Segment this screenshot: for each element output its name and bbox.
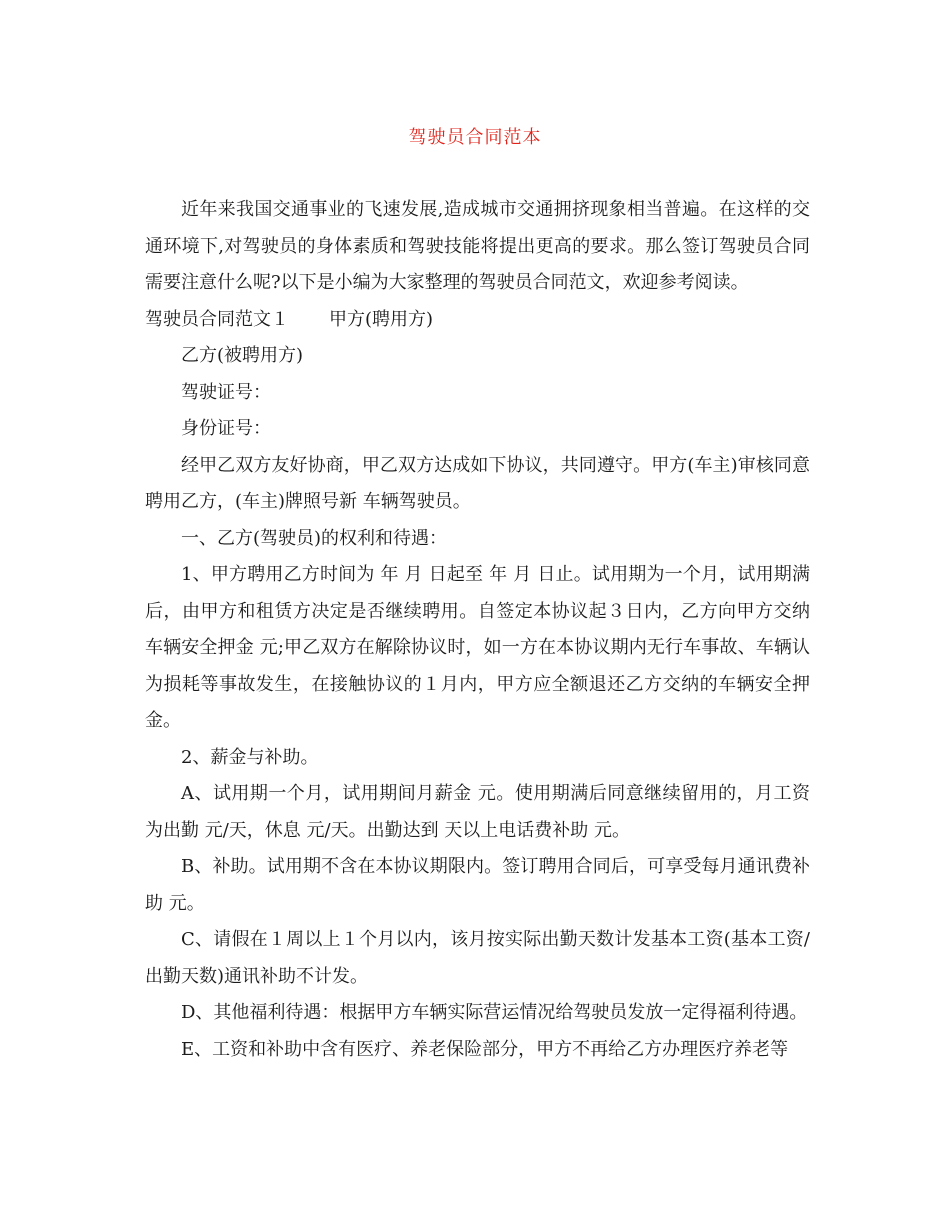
sample-heading-line	[145, 302, 810, 339]
clause-b-paragraph: B、补助。试用期不含在本协议期限内。签订聘用合同后，可享受每月通讯费补助 元。	[145, 856, 810, 914]
sample-label: 驾驶员合同范文１	[145, 308, 289, 330]
clause-1-paragraph: 1、甲方聘用乙方时间为 年 月 日起至 年 月 日止。试用期为一个月，试用期满后，由甲方和租赁方决定是否继续聘用。自签定本协议起３日内，乙方向甲方交纳车辆安全押金 元;甲乙双方在解除协议时，如一方在本协议期内无行车事故、车辆认为损耗等事故发生，在接触协议的１月内，甲方应全额退还乙方交纳的车辆安全押金。	[145, 564, 810, 731]
intro-paragraph: 近年来我国交通事业的飞速发展,造成城市交通拥挤现象相当普遍。在这样的交通环境下,对驾驶员的身体素质和驾驶技能将提出更高的要求。那么签订驾驶员合同需要注意什么呢?以下是小编为大家整理的驾驶员合同范文，欢迎参考阅读。	[145, 199, 810, 293]
license-number-line: 驾驶证号：	[181, 381, 271, 403]
party-b-line: 乙方(被聘用方)	[181, 345, 304, 366]
agreement-paragraph: 经甲乙双方友好协商，甲乙双方达成如下协议，共同遵守。甲方(车主)审核同意聘用乙方，(车主)牌照号新 车辆驾驶员。	[145, 454, 810, 512]
document-title: 驾驶员合同范本	[408, 127, 542, 148]
clause-e-paragraph: E、工资和补助中含有医疗、养老保险部分，甲方不再给乙方办理医疗养老等	[181, 1038, 789, 1060]
clause-d-paragraph: D、其他福利待遇：根据甲方车辆实际营运情况给驾驶员发放一定得福利待遇。	[181, 1002, 808, 1023]
section-1-heading: 一、乙方(驾驶员)的权利和待遇：	[181, 527, 448, 549]
party-a-line: 甲方(聘用方)	[329, 308, 434, 330]
clause-a-paragraph: A、试用期一个月，试用期间月薪金 元。使用期满后同意继续留用的，月工资为出勤 元/天，休息 元/天。出勤达到 天以上电话费补助 元。	[145, 783, 810, 841]
clause-2-paragraph: 2、薪金与补助。	[181, 746, 319, 768]
clause-c-paragraph: C、请假在１周以上１个月以内，该月按实际出勤天数计发基本工资(基本工资/出勤天数)通讯补助不计发。	[145, 929, 810, 987]
id-number-line: 身份证号：	[181, 418, 271, 439]
document-body	[145, 192, 810, 1068]
